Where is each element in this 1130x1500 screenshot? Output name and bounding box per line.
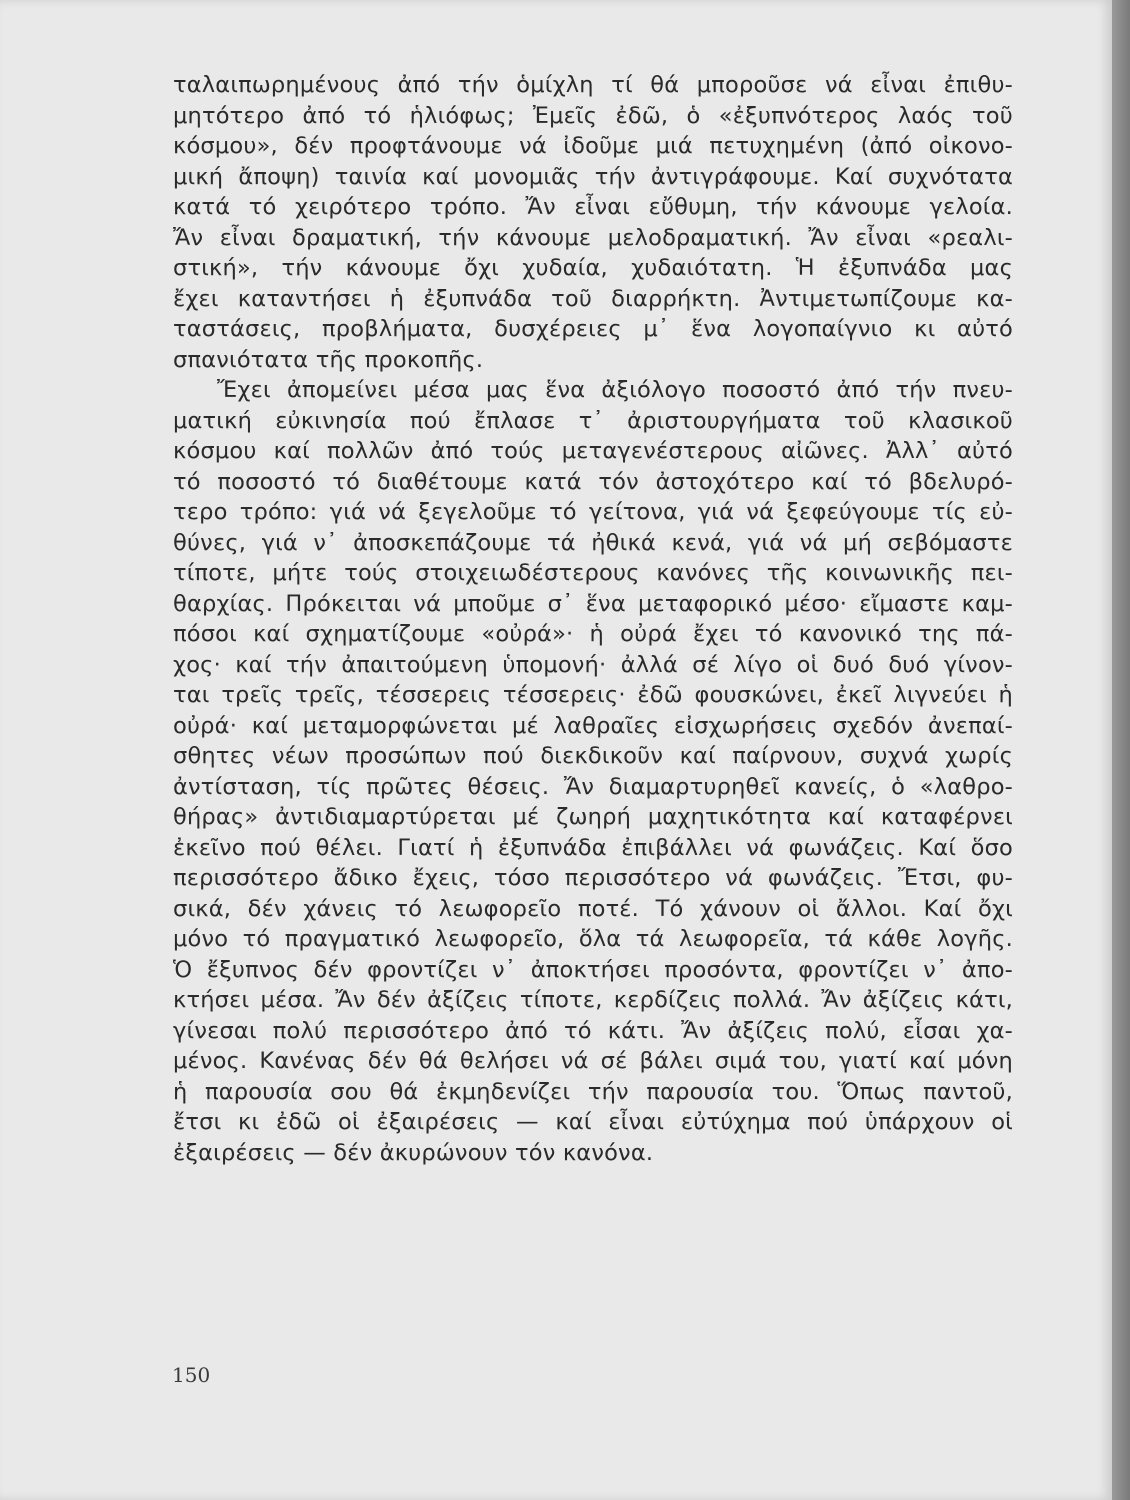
text-line: σικά, δέν χάνεις τό λεωφορεῖο ποτέ. Τό χάνουν οἱ ἄλλοι. Καί ὄχι: [173, 895, 1013, 922]
text-line: Ἄν εἶναι δραματική, τήν κάνουμε μελοδραματική. Ἄν εἶναι «ρεαλι-: [173, 224, 1013, 251]
text-line: χος· καί τήν ἀπαιτούμενη ὑπομονή· ἀλλά σέ λίγο οἱ δυό δυό γίνον-: [173, 651, 1013, 678]
text-line: ἐκεῖνο πού θέλει. Γιατί ἡ ἐξυπνάδα ἐπιβάλλει νά φωνάζεις. Καί ὅσο: [173, 834, 1013, 861]
text-line: ἔτσι κι ἐδῶ οἱ ἐξαιρέσεις — καί εἶναι εὐτύχημα πού ὑπάρχουν οἱ: [173, 1109, 1013, 1135]
text-line: περισσότερο ἄδικο ἔχεις, τόσο περισσότερο νά φωνάζεις. Ἔτσι, φυ-: [173, 865, 1013, 891]
text-line: μητότερο ἀπό τό ἡλιόφως; Ἐμεῖς ἐδῶ, ὁ «ἐξυπνότερος λαός τοῦ: [173, 102, 1013, 129]
page-edge: [1112, 0, 1130, 1500]
text-line: κόσμου καί πολλῶν ἀπό τούς μεταγενέστερους αἰῶνες. Ἀλλ᾽ αὐτό: [173, 438, 1013, 464]
text-line: πόσοι καί σχηματίζουμε «οὐρά»· ἡ οὐρά ἔχει τό κανονικό της πά-: [173, 621, 1013, 647]
text-line: θήρας» ἀντιδιαμαρτύρεται μέ ζωηρή μαχητικότητα καί καταφέρνει: [173, 804, 1013, 830]
text-line: ἀντίσταση, τίς πρῶτες θέσεις. Ἄν διαμαρτυρηθεῖ κανείς, ὁ «λαθρο-: [173, 773, 1013, 800]
text-line: τίποτε, μήτε τούς στοιχειωδέστερους κανόνες τῆς κοινωνικῆς πει-: [173, 560, 1013, 586]
text-line: ἡ παρουσία σου θά ἐκμηδενίζει τήν παρουσία του. Ὅπως παντοῦ,: [173, 1078, 1013, 1105]
text-line: σπανιότατα τῆς προκοπῆς.: [173, 346, 484, 373]
text-line: γίνεσαι πολύ περισσότερο ἀπό τό κάτι. Ἄν ἀξίζεις πολύ, εἶσαι χα-: [173, 1017, 1013, 1044]
text-line: Ὁ ἔξυπνος δέν φροντίζει ν᾽ ἀποκτήσει προσόντα, φροντίζει ν᾽ ἀπο-: [173, 956, 1013, 983]
text-line: ματική εὐκινησία πού ἔπλασε τ᾽ ἀριστουργήματα τοῦ κλασικοῦ: [173, 407, 1013, 434]
text-line: τερο τρόπο: γιά νά ξεγελοῦμε τό γείτονα, γιά νά ξεφεύγουμε τίς εὐ-: [173, 499, 1013, 525]
text-line: κατά τό χειρότερο τρόπο. Ἄν εἶναι εὔθυμη, τήν κάνουμε γελοία.: [173, 194, 1013, 220]
text-line: κόσμου», δέν προφτάνουμε νά ἰδοῦμε μιά πετυχημένη (ἀπό οἰκονο-: [173, 133, 1013, 159]
text-line: ταστάσεις, προβλήματα, δυσχέρειες μ᾽ ἕνα λογοπαίγνιο κι αὐτό: [173, 316, 1013, 342]
text-line: στική», τήν κάνουμε ὄχι χυδαία, χυδαιότατη. Ἡ ἐξυπνάδα μας: [173, 255, 1013, 281]
text-line: ἐξαιρέσεις — δέν ἀκυρώνουν τόν κανόνα.: [173, 1139, 654, 1166]
text-line: κτήσει μέσα. Ἄν δέν ἀξίζεις τίποτε, κερδίζεις πολλά. Ἄν ἀξίζεις κάτι,: [173, 987, 1013, 1013]
text-line: θύνες, γιά ν᾽ ἀποσκεπάζουμε τά ἠθικά κενά, γιά νά μή σεβόμαστε: [173, 529, 1013, 556]
text-line: ἔχει καταντήσει ἡ ἐξυπνάδα τοῦ διαρρήκτη. Ἀντιμετωπίζουμε κα-: [173, 285, 1013, 312]
page-number: 150: [172, 1363, 211, 1387]
body-text: [173, 70, 1013, 1168]
text-line: ται τρεῖς τρεῖς, τέσσερεις τέσσερεις· ἐδῶ φουσκώνει, ἐκεῖ λιγνεύει ἡ: [173, 682, 1013, 708]
text-line: μόνο τό πραγματικό λεωφορεῖο, ὅλα τά λεωφορεῖα, τά κάθε λογῆς.: [173, 926, 1013, 952]
text-line: θαρχίας. Πρόκειται νά μποῦμε σ᾽ ἕνα μεταφορικό μέσο· εἴμαστε καμ-: [173, 590, 1013, 617]
text-line: μένος. Κανένας δέν θά θελήσει νά σέ βάλει σιμά του, γιατί καί μόνη: [173, 1048, 1013, 1074]
text-line: σθητες νέων προσώπων πού διεκδικοῦν καί παίρνουν, συχνά χωρίς: [173, 743, 1013, 769]
text-line: ταλαιπωρημένους ἀπό τήν ὁμίχλη τί θά μποροῦσε νά εἶναι ἐπιθυ-: [173, 72, 1013, 98]
text-line: μική ἄποψη) ταινία καί μονομιᾶς τήν ἀντιγράφουμε. Καί συχνότατα: [173, 163, 1013, 190]
text-line: τό ποσοστό τό διαθέτουμε κατά τόν ἀστοχότερο καί τό βδελυρό-: [173, 468, 1013, 495]
text-line: Ἔχει ἀπομείνει μέσα μας ἕνα ἀξιόλογο ποσοστό ἀπό τήν πνευ-: [217, 377, 1013, 403]
text-line: οὐρά· καί μεταμορφώνεται μέ λαθραῖες εἰσχωρήσεις σχεδόν ἀνεπαί-: [173, 712, 1013, 739]
